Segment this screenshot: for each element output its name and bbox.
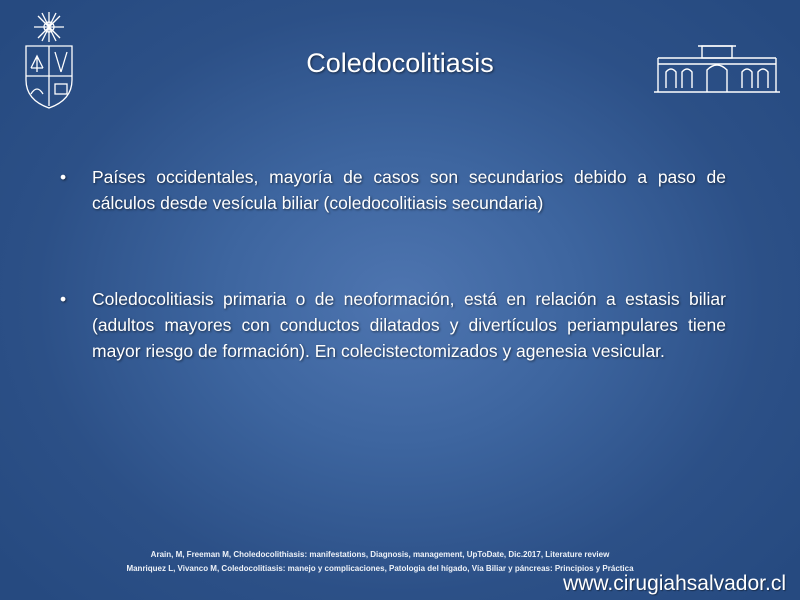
reference-line: Arain, M, Freeman M, Choledocolithiasis: manifestations, Diagnosis, management, UpToDate, Dic.2017, Literature review <box>150 550 610 559</box>
reference-line: Manriquez L, Vivanco M, Coledocolitiasis: manejo y complicaciones, Patologia del hígado, Vía Biliar y páncreas: Principios y Práctica <box>126 564 634 573</box>
slide-title: Coledocolitiasis <box>306 48 494 78</box>
website-link[interactable]: www.cirugiahsalvador.cl <box>563 572 786 595</box>
bullet-item <box>60 286 726 364</box>
bullet-text: Países occidentales, mayoría de casos son secundarios debido a paso de cálculos desde vesícula biliar (coledocolitiasis secundaria) <box>92 167 726 213</box>
bullet-text: Coledocolitiasis primaria o de neoformación, está en relación a estasis biliar (adultos mayores con conductos dilatados y divertículos periampulares tiene mayor riesgo de formación). En colecistectomizados y agenesia vesicular. <box>92 289 726 361</box>
bullet-list <box>60 164 726 364</box>
bullet-item <box>60 164 726 216</box>
bullet-dot-icon: • <box>60 289 67 309</box>
bullet-dot-icon: • <box>60 167 67 187</box>
